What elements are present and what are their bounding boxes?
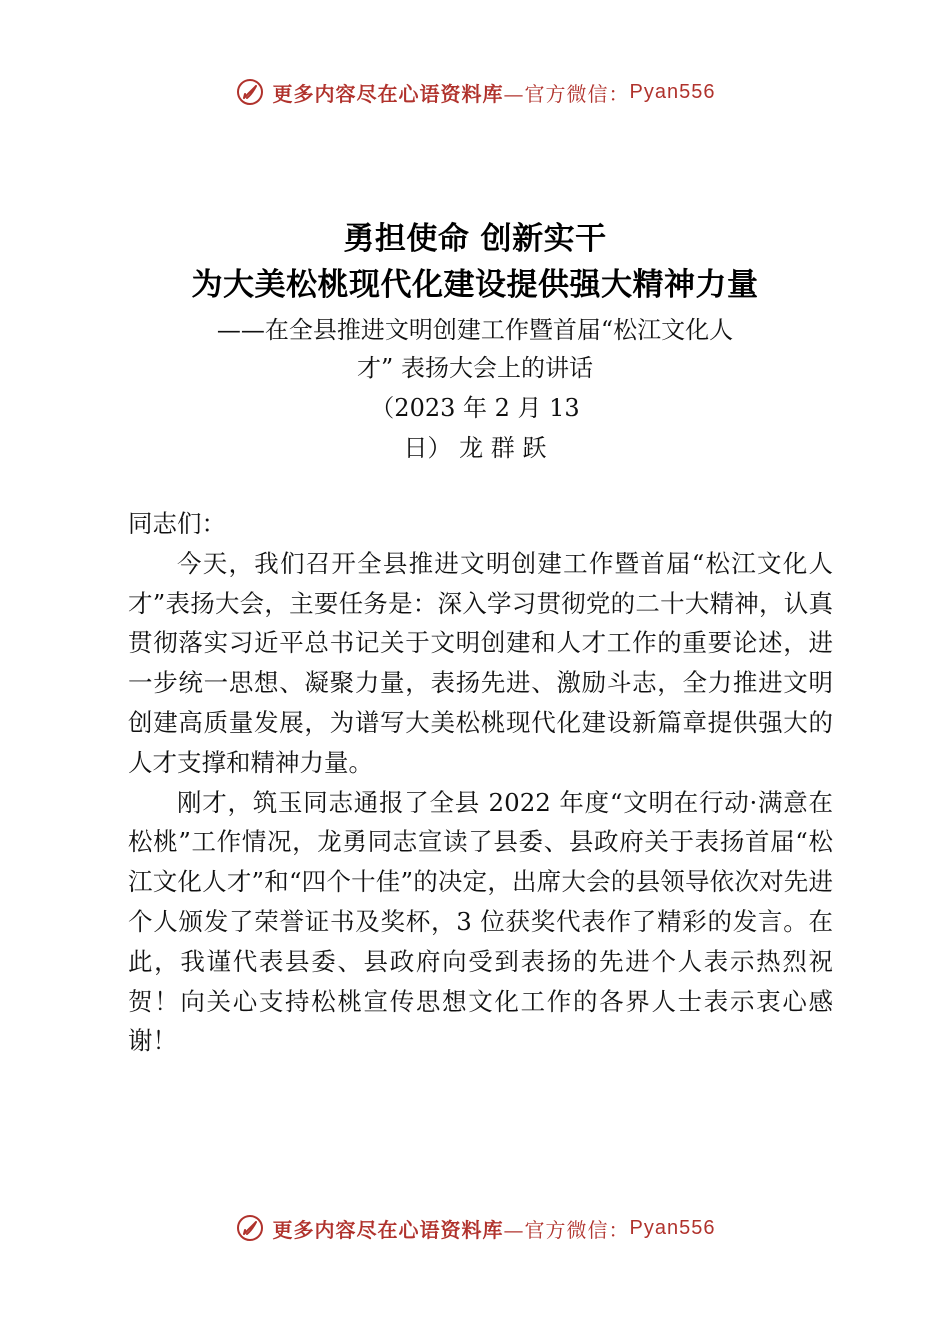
watermark-separator: —官方微信：: [503, 81, 630, 106]
watermark-brand: 更多内容尽在心语资料库: [272, 1217, 504, 1242]
subtitle-line-1: ——在全县推进文明创建工作暨首届“松江文化人: [216, 316, 734, 344]
subtitle-line-2: 才” 表扬大会上的讲话: [357, 354, 593, 382]
subtitle-date-line: （2023 年 2 月 13: [370, 394, 580, 422]
watermark-wechat-id: Pyan556: [629, 1216, 716, 1239]
footer-watermark: [0, 1208, 950, 1248]
subtitle-speaker-line: 日） 龙 群 跃: [403, 434, 547, 462]
speech-body: [128, 504, 833, 1061]
salutation: 同志们：: [128, 509, 226, 538]
watermark-separator: —官方微信：: [503, 1217, 630, 1242]
watermark-brand: 更多内容尽在心语资料库: [272, 81, 504, 106]
header-watermark: [0, 72, 950, 112]
page-title-line-2: 为大美松桃现代化建设提供强大精神力量: [191, 267, 759, 303]
quill-pen-icon: [235, 77, 265, 107]
watermark-wechat-id: Pyan556: [629, 80, 716, 103]
quill-pen-icon: [235, 1213, 265, 1243]
paragraph-2: 刚才，筑玉同志通报了全县 2022 年度“文明在行动·满意在松桃”工作情况，龙勇同志宣读了县委、县政府关于表扬首届“松江文化人才”和“四个十佳”的决定，出席大会的县领导依次对先进个人颁发了荣誉证书及奖杯，3 位获奖代表作了精彩的发言。在此，我谨代表县委、县政府向受到表扬的先进个人表示热烈祝贺！向关心支持松桃宣传思想文化工作的各界人士表示衷心感谢！: [128, 787, 833, 1056]
paragraph-1: 今天，我们召开全县推进文明创建工作暨首届“松江文化人才”表扬大会，主要任务是：深入学习贯彻党的二十大精神，认真贯彻落实习近平总书记关于文明创建和人才工作的重要论述，进一步统一思想、凝聚力量，表扬先进、激励斗志，全力推进文明创建高质量发展，为谱写大美松桃现代化建设新篇章提供强大的人才支撑和精神力量。: [128, 548, 833, 777]
page-title-line-1: 勇担使命 创新实干: [343, 221, 607, 257]
